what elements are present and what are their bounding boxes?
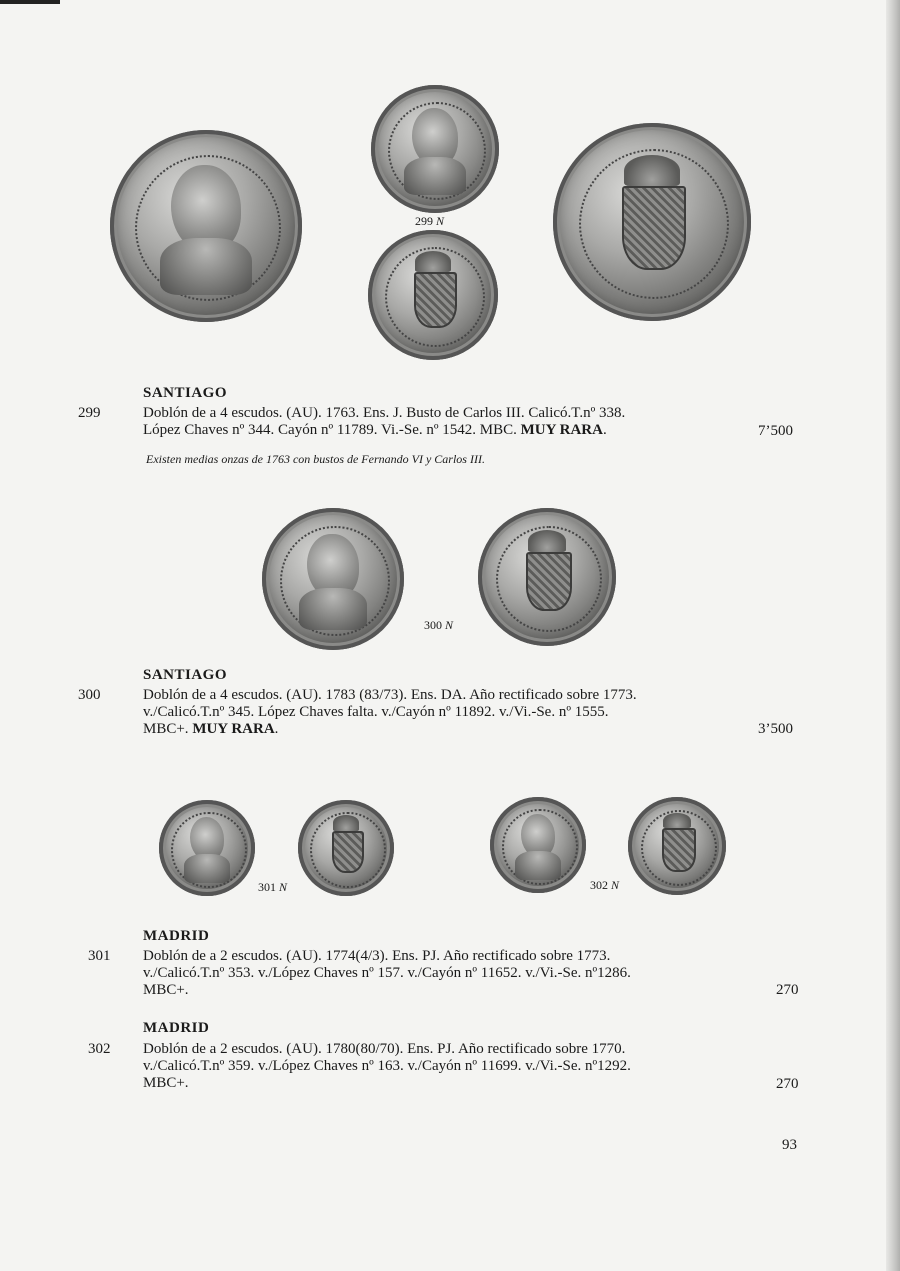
coin-300-reverse xyxy=(478,508,616,646)
lot-301-price: 270 xyxy=(776,982,799,998)
coin-bust-shoulders xyxy=(299,588,367,631)
lot-302-mint: MADRID xyxy=(143,1020,210,1036)
coin-301-obverse xyxy=(159,800,255,896)
page-number: 93 xyxy=(782,1137,797,1153)
coin-299-reverse-enlarged xyxy=(553,123,751,321)
lot-299-mint: SANTIAGO xyxy=(143,385,228,401)
lot-302-description xyxy=(143,1041,743,1092)
lot-302-desc-line2: v./Calicó.T.nº 359. v./López Chaves nº 163. v./Cayón nº 11699. v./Vi.-Se. nº1292. xyxy=(143,1058,631,1074)
lot-299-desc-line1: Doblón de a 4 escudos. (AU). 1763. Ens. J. Busto de Carlos III. Calicó.T.nº 338. xyxy=(143,405,626,421)
coin-299-obverse-enlarged xyxy=(110,130,302,322)
coin-bust-shoulders xyxy=(404,157,465,195)
lot-301-desc-line3: MBC+. xyxy=(143,982,189,998)
coin-301-reverse xyxy=(298,800,394,896)
image-label-302: 302 N xyxy=(590,878,620,892)
lot-300-desc-line3: MBC+. MUY RARA. xyxy=(143,721,279,737)
coin-299-obverse xyxy=(371,85,499,213)
lot-302-number: 302 xyxy=(88,1041,111,1057)
coin-302-obverse xyxy=(490,797,586,893)
image-label-301: 301 N xyxy=(258,880,288,894)
coin-300-obverse xyxy=(262,508,404,650)
lot-300-number: 300 xyxy=(78,687,101,703)
lot-301-description xyxy=(143,948,743,999)
lot-302-desc-line3: MBC+. xyxy=(143,1075,189,1091)
lot-302-desc-line1: Doblón de a 2 escudos. (AU). 1780(80/70). Ens. PJ. Año rectificado sobre 1770. xyxy=(143,1041,626,1057)
coin-crown xyxy=(415,251,451,272)
coin-crown xyxy=(333,815,360,830)
image-label-300: 300 N xyxy=(424,618,454,632)
lot-301-number: 301 xyxy=(88,948,111,964)
coin-crown xyxy=(528,530,567,552)
lot-301-desc-line2: v./Calicó.T.nº 353. v./López Chaves nº 157. v./Cayón nº 11652. v./Vi.-Se. nº1286. xyxy=(143,965,631,981)
lot-301-mint: MADRID xyxy=(143,928,210,944)
coin-bust-shoulders xyxy=(160,238,252,296)
lot-299-description xyxy=(143,405,743,439)
lot-302-price: 270 xyxy=(776,1076,799,1092)
page-edge xyxy=(886,0,900,1271)
coin-crown xyxy=(624,155,679,187)
coin-shield xyxy=(662,828,695,871)
coin-bust-shoulders xyxy=(515,851,561,880)
lot-299-price: 7’500 xyxy=(758,423,793,439)
lot-300-desc-line1: Doblón de a 4 escudos. (AU). 1783 (83/73). Ens. DA. Año rectificado sobre 1773. xyxy=(143,687,637,703)
coin-302-reverse xyxy=(628,797,726,895)
lot-300-mint: SANTIAGO xyxy=(143,667,228,683)
lot-299-desc-line2: López Chaves nº 344. Cayón nº 11789. Vi.-Se. nº 1542. MBC. MUY RARA. xyxy=(143,422,607,438)
lot-299-note: Existen medias onzas de 1763 con bustos de Fernando VI y Carlos III. xyxy=(146,452,485,466)
coin-shield xyxy=(332,831,365,873)
coin-crown xyxy=(663,813,690,829)
coin-shield xyxy=(622,186,685,269)
lot-299-number: 299 xyxy=(78,405,101,421)
top-crop-mark xyxy=(0,0,60,4)
lot-300-desc-line2: v./Calicó.T.nº 345. López Chaves falta. v./Cayón nº 11892. v./Vi.-Se. nº 1555. xyxy=(143,704,609,720)
lot-300-price: 3’500 xyxy=(758,721,793,737)
coin-shield xyxy=(526,552,571,611)
image-label-299: 299 N xyxy=(415,214,445,228)
coin-299-reverse xyxy=(368,230,498,360)
lot-300-description xyxy=(143,687,743,738)
coin-shield xyxy=(414,272,457,328)
lot-301-desc-line1: Doblón de a 2 escudos. (AU). 1774(4/3). Ens. PJ. Año rectificado sobre 1773. xyxy=(143,948,611,964)
coin-bust-shoulders xyxy=(184,854,230,883)
